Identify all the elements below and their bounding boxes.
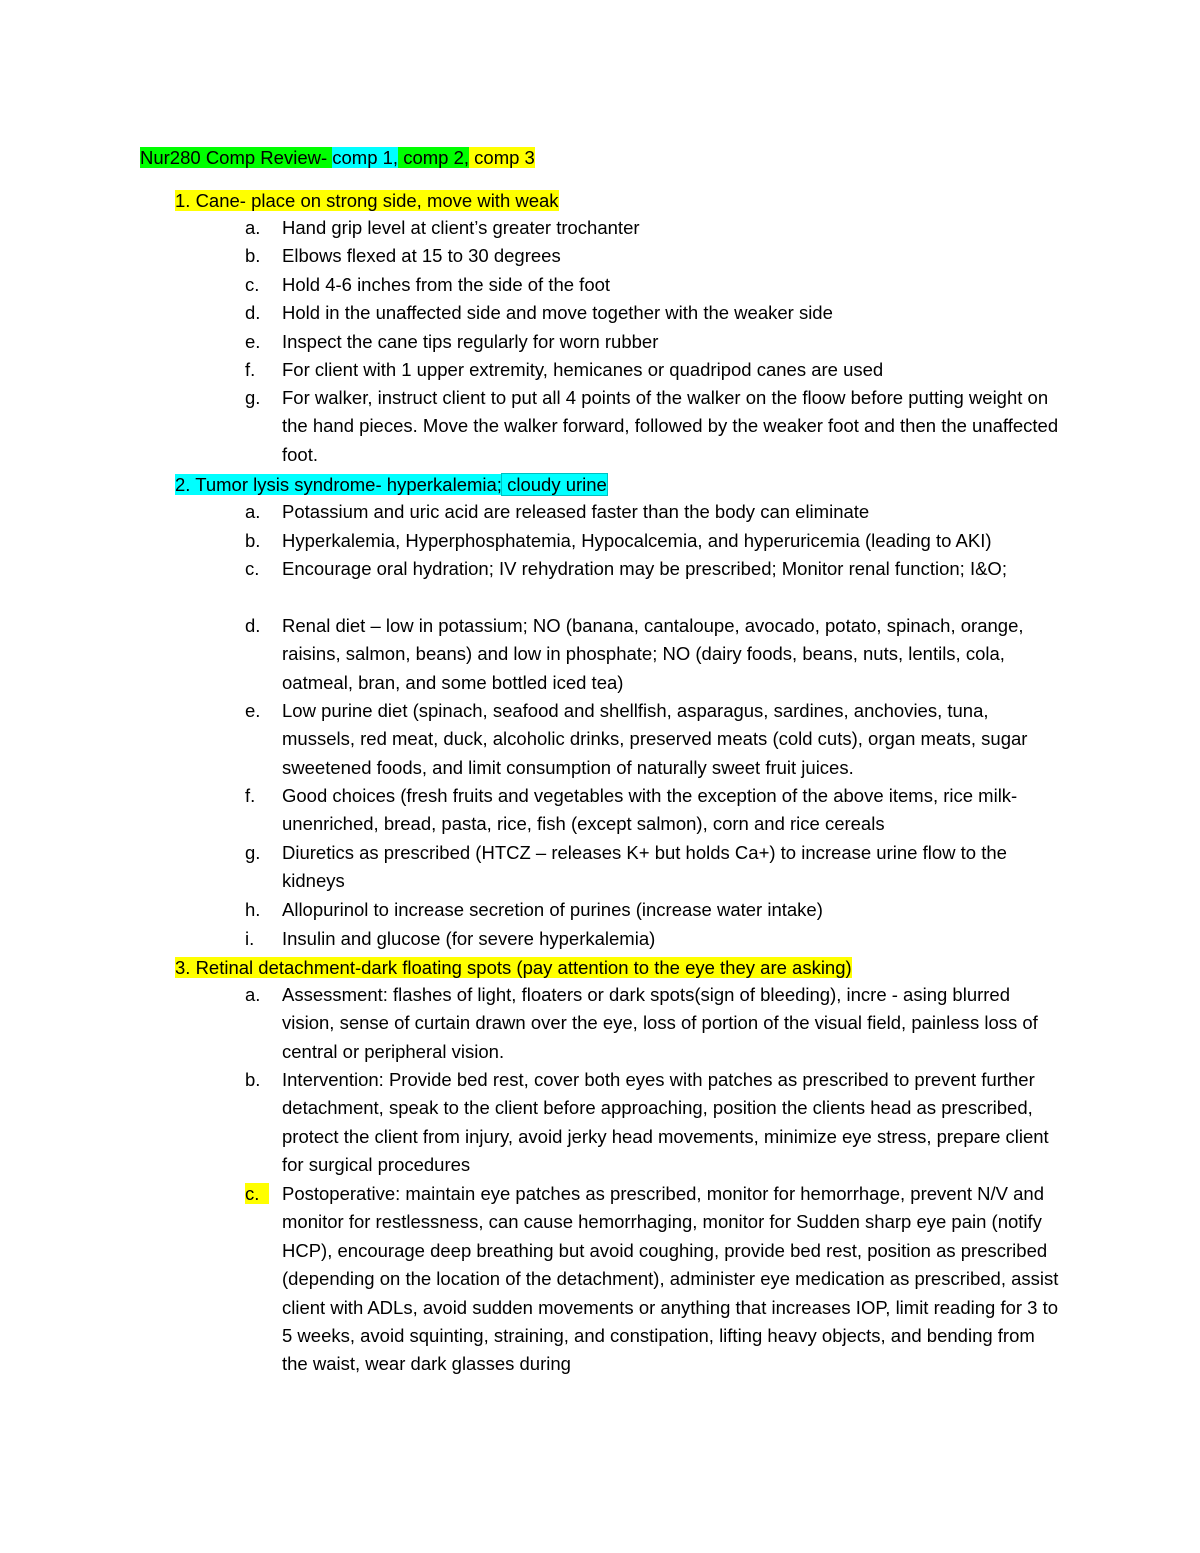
section-3-heading-text: 3. Retinal detachment-dark floating spots (pay attention to the eye they are asking)	[175, 957, 852, 978]
list-item-text: Hyperkalemia, Hyperphosphatemia, Hypocalcemia, and hyperuricemia (leading to AKI)	[282, 530, 992, 551]
list-item-letter: f.	[245, 359, 256, 380]
section-1-heading-text: 1. Cane- place on strong side, move with weak	[175, 190, 559, 211]
list-item-letter: b.	[245, 530, 261, 551]
list-item-letter	[245, 1180, 275, 1208]
list-item-text: Assessment: flashes of light, floaters or dark spots(sign of bleeding), incre - asing blurred vision, sense of curtain drawn over the eye, loss of portion of the visual field, painless loss of central or peripheral vision.	[282, 984, 1038, 1062]
list-item-letter: g.	[245, 387, 261, 408]
list-item-letter: e.	[245, 331, 261, 352]
list-item-letter: a.	[245, 217, 261, 238]
list-item-letter: c.	[245, 558, 260, 579]
list-item-text: Inspect the cane tips regularly for worn rubber	[282, 331, 659, 352]
list-item-text: For walker, instruct client to put all 4 points of the walker on the floow before putting weight on the hand pieces. Move the walker forward, followed by the weaker foot and then the unaffected foot.	[282, 387, 1059, 465]
section-3-heading	[175, 954, 852, 982]
document-title	[140, 144, 535, 172]
list-item-letter: e.	[245, 700, 261, 721]
list-item-text: Intervention: Provide bed rest, cover both eyes with patches as prescribed to prevent further detachment, speak to the client before approaching, position the clients head as prescribed, protect the client from injury, avoid jerky head movements, minimize eye stress, prepare client for surgical procedures	[282, 1069, 1049, 1176]
list-item-text: For client with 1 upper extremity, hemicanes or quadripod canes are used	[282, 359, 884, 380]
list-item-text: Hold in the unaffected side and move together with the weaker side	[282, 302, 833, 323]
list-item-letter: d.	[245, 615, 261, 636]
list-item-letter: b.	[245, 1069, 261, 1090]
list-item-letter: f.	[245, 785, 256, 806]
list-item-text: Diuretics as prescribed (HTCZ – releases K+ but holds Ca+) to increase urine flow to the kidneys	[282, 842, 1007, 892]
list-item-letter: d.	[245, 302, 261, 323]
list-item-text: Elbows flexed at 15 to 30 degrees	[282, 245, 561, 266]
title-part-comp2: comp 2,	[398, 147, 470, 168]
list-item-letter: h.	[245, 899, 261, 920]
list-item-text: Good choices (fresh fruits and vegetables with the exception of the above items, rice milk-unenriched, bread, pasta, rice, fish (except salmon), corn and rice cereals	[282, 785, 1018, 835]
title-part-comp3: comp 3	[469, 147, 535, 168]
list-item-text: Insulin and glucose (for severe hyperkalemia)	[282, 928, 656, 949]
section-2-heading-text: 2. Tumor lysis syndrome- hyperkalemia;	[175, 474, 502, 495]
list-item-letter: i.	[245, 928, 255, 949]
section-1-heading	[175, 187, 559, 215]
list-item-text: Hold 4-6 inches from the side of the foot	[282, 274, 611, 295]
list-item-letter: g.	[245, 842, 261, 863]
list-item-text: Postoperative: maintain eye patches as prescribed, monitor for hemorrhage, prevent N/V and monitor for restlessness, can cause hemorrhaging, monitor for Sudden sharp eye pain (notify HCP), encourage deep breathing but avoid coughing, provide bed rest, position as prescribed (depending on the location of the detachment), administer eye medication as prescribed, assist client with ADLs, avoid sudden movements or anything that increases IOP, limit reading for 3 to 5 weeks, avoid squinting, straining, and constipation, lifting heavy objects, and bending from the waist, wear dark glasses during	[282, 1183, 1059, 1375]
list-item-text: Encourage oral hydration; IV rehydration may be prescribed; Monitor renal function; I&O;	[282, 558, 1007, 579]
list-item-text: Allopurinol to increase secretion of purines (increase water intake)	[282, 899, 823, 920]
list-item-letter: a.	[245, 501, 261, 522]
list-item-letter: a.	[245, 984, 261, 1005]
list-item-letter-highlighted: c.	[245, 1183, 269, 1204]
list-item-text: Hand grip level at client’s greater trochanter	[282, 217, 640, 238]
list-item-text: Potassium and uric acid are released faster than the body can eliminate	[282, 501, 870, 522]
list-item-letter: b.	[245, 245, 261, 266]
list-item-text: Low purine diet (spinach, seafood and shellfish, asparagus, sardines, anchovies, tuna, mussels, red meat, duck, alcoholic drinks, preserved meats (cold cuts), organ meats, sugar sweetened foods, and limit consumption of naturally sweet fruit juices.	[282, 700, 1028, 778]
list-item-text: Renal diet – low in potassium; NO (banana, cantaloupe, avocado, potato, spinach, orange, raisins, salmon, beans) and low in phosphate; NO (dairy foods, beans, nuts, lentils, cola, oatmeal, bran, and some bottled iced tea)	[282, 615, 1024, 693]
title-part-course: Nur280 Comp Review-	[140, 147, 333, 168]
section-2-heading	[175, 471, 607, 499]
title-part-comp1: comp 1,	[332, 147, 399, 168]
section-2-heading-note: cloudy urine	[501, 474, 607, 495]
list-item-letter: c.	[245, 274, 260, 295]
